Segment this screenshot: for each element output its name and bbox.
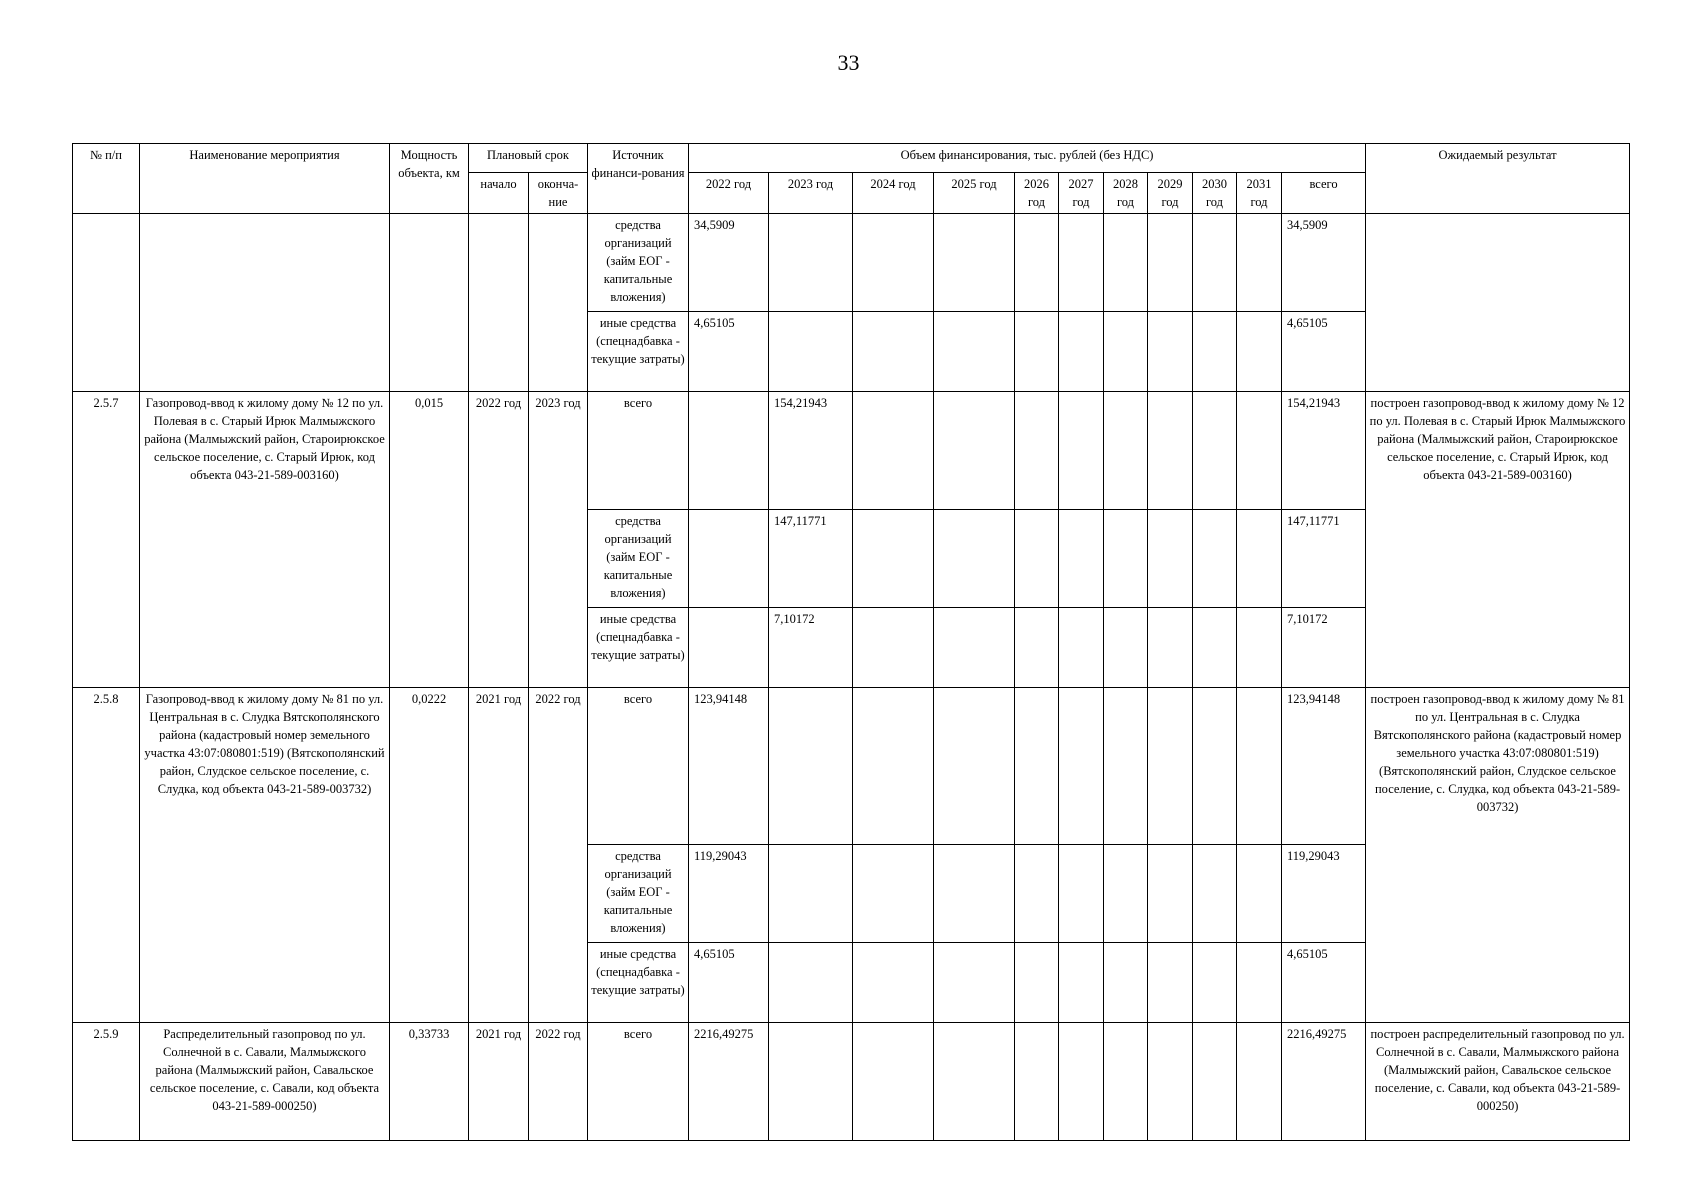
source-cell: средства организаций (займ ЕОГ - капитальные вложения) bbox=[588, 214, 689, 312]
header-year-2023: 2023 год bbox=[769, 173, 853, 214]
table-row bbox=[73, 214, 1630, 312]
header-year-2027: 2027 год bbox=[1059, 173, 1104, 214]
value-cell: 7,10172 bbox=[769, 608, 853, 688]
total-cell: 4,65105 bbox=[1282, 312, 1366, 392]
header-source: Источник финанси-рования bbox=[588, 144, 689, 214]
value-cell: 4,65105 bbox=[689, 312, 769, 392]
header-num: № п/п bbox=[73, 144, 140, 214]
value-cell: 4,65105 bbox=[689, 943, 769, 1023]
header-year-2030: 2030 год bbox=[1193, 173, 1237, 214]
source-cell: иные средства (спецнадбавка - текущие затраты) bbox=[588, 608, 689, 688]
header-year-2026: 2026 год bbox=[1015, 173, 1059, 214]
row-capacity: 0,0222 bbox=[390, 688, 469, 1023]
header-name: Наименование мероприятия bbox=[140, 144, 390, 214]
header-period: Плановый срок bbox=[469, 144, 588, 173]
table-row bbox=[73, 688, 1630, 845]
row-result: построен газопровод-ввод к жилому дому № 81 по ул. Центральная в с. Слудка Вятскополянского района (кадастровый номер земельного участка 43:07:080801:519) (Вятскополянский район, Слудское сельское поселение, с. Слудка, код объекта 043-21-589-003732) bbox=[1366, 688, 1630, 1023]
total-cell: 7,10172 bbox=[1282, 608, 1366, 688]
header-result: Ожидаемый результат bbox=[1366, 144, 1630, 214]
row-start: 2021 год bbox=[469, 688, 529, 1023]
row-num: 2.5.9 bbox=[73, 1023, 140, 1141]
source-cell: всего bbox=[588, 392, 689, 510]
total-cell: 4,65105 bbox=[1282, 943, 1366, 1023]
value-cell: 34,5909 bbox=[689, 214, 769, 312]
row-name: Газопровод-ввод к жилому дому № 12 по ул. Полевая в с. Старый Ирюк Малмыжского района (Малмыжский район, Староирюкское сельское поселение, с. Старый Ирюк, код объекта 043-21-589-003160) bbox=[140, 392, 390, 688]
row-end: 2023 год bbox=[529, 392, 588, 688]
header-year-2031: 2031 год bbox=[1237, 173, 1282, 214]
header-funding: Объем финансирования, тыс. рублей (без НДС) bbox=[689, 144, 1366, 173]
row-num: 2.5.7 bbox=[73, 392, 140, 688]
header-capacity: Мощность объекта, км bbox=[390, 144, 469, 214]
row-capacity: 0,015 bbox=[390, 392, 469, 688]
total-cell: 2216,49275 bbox=[1282, 1023, 1366, 1141]
row-result: построен распределительный газопровод по ул. Солнечной в с. Савали, Малмыжского района (Малмыжский район, Савальское сельское поселение, с. Савали, код объекта 043-21-589-000250) bbox=[1366, 1023, 1630, 1141]
source-cell: иные средства (спецнадбавка - текущие затраты) bbox=[588, 312, 689, 392]
row-capacity: 0,33733 bbox=[390, 1023, 469, 1141]
row-end: 2022 год bbox=[529, 1023, 588, 1141]
value-cell: 147,11771 bbox=[769, 510, 853, 608]
row-end: 2022 год bbox=[529, 688, 588, 1023]
row-start: 2021 год bbox=[469, 1023, 529, 1141]
total-cell: 147,11771 bbox=[1282, 510, 1366, 608]
value-cell: 119,29043 bbox=[689, 845, 769, 943]
table-row bbox=[73, 392, 1630, 510]
financing-table bbox=[72, 143, 1630, 1141]
total-cell: 34,5909 bbox=[1282, 214, 1366, 312]
total-cell: 119,29043 bbox=[1282, 845, 1366, 943]
source-cell: средства организаций (займ ЕОГ - капитальные вложения) bbox=[588, 845, 689, 943]
value-cell: 123,94148 bbox=[689, 688, 769, 845]
row-num: 2.5.8 bbox=[73, 688, 140, 1023]
value-cell: 2216,49275 bbox=[689, 1023, 769, 1141]
header-year-2024: 2024 год bbox=[853, 173, 934, 214]
row-result: построен газопровод-ввод к жилому дому № 12 по ул. Полевая в с. Старый Ирюк Малмыжского района (Малмыжский район, Староирюкское сельское поселение, с. Старый Ирюк, код объекта 043-21-589-003160) bbox=[1366, 392, 1630, 688]
header-start: начало bbox=[469, 173, 529, 214]
header-year-2022: 2022 год bbox=[689, 173, 769, 214]
value-cell: 154,21943 bbox=[769, 392, 853, 510]
header-end: оконча-ние bbox=[529, 173, 588, 214]
header-year-2025: 2025 год bbox=[934, 173, 1015, 214]
row-start: 2022 год bbox=[469, 392, 529, 688]
source-cell: средства организаций (займ ЕОГ - капитальные вложения) bbox=[588, 510, 689, 608]
total-cell: 123,94148 bbox=[1282, 688, 1366, 845]
row-name: Распределительный газопровод по ул. Солнечной в с. Савали, Малмыжского района (Малмыжский район, Савальское сельское поселение, с. Савали, код объекта 043-21-589-000250) bbox=[140, 1023, 390, 1141]
table-row bbox=[73, 1023, 1630, 1141]
header-year-2028: 2028 год bbox=[1104, 173, 1148, 214]
header-total: всего bbox=[1282, 173, 1366, 214]
source-cell: иные средства (спецнадбавка - текущие затраты) bbox=[588, 943, 689, 1023]
total-cell: 154,21943 bbox=[1282, 392, 1366, 510]
source-cell: всего bbox=[588, 688, 689, 845]
source-cell: всего bbox=[588, 1023, 689, 1141]
row-name: Газопровод-ввод к жилому дому № 81 по ул. Центральная в с. Слудка Вятскополянского района (кадастровый номер земельного участка 43:07:080801:519) (Вятскополянский район, Слудское сельское поселение, с. Слудка, код объекта 043-21-589-003732) bbox=[140, 688, 390, 1023]
header-year-2029: 2029 год bbox=[1148, 173, 1193, 214]
page-number: 33 bbox=[837, 50, 860, 75]
